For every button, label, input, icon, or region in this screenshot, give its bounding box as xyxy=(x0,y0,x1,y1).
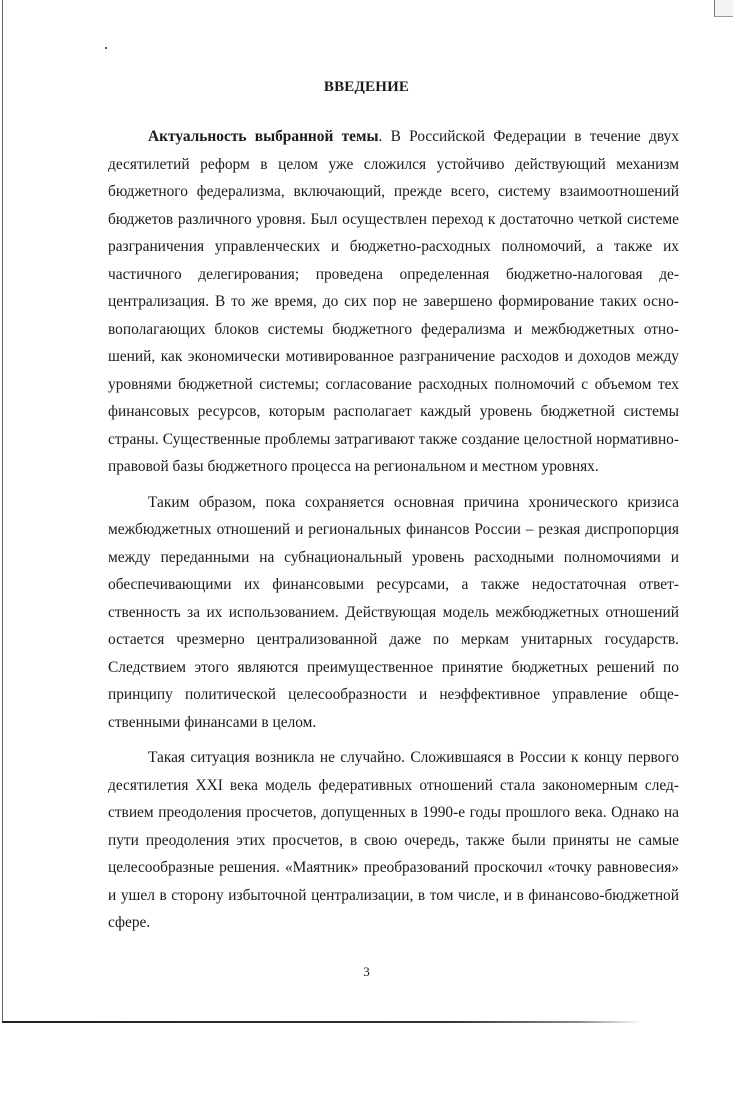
paragraph-1 xyxy=(108,123,679,481)
paragraph-2: Таким образом, пока сохраняется основная причина хронического кризиса межбюджетных отношений и региональных финансов России – резкая диспропорция между переданными на субнациональный уровень расходными полномочиями и обеспечивающими их финансовыми ресурсами, а также недостаточная ответственность за их использованием. Действующая модель межбюджетных отношений остается чрезмерно централизованной даже по меркам унитарных государств. Следствием этого являются преимущественное принятие бюджетных решений по принципу политической целесообразности и неэффективное управление общественными финансами в целом. xyxy=(108,493,679,731)
scan-left-edge xyxy=(2,0,3,1022)
scan-corner-mark xyxy=(714,0,733,17)
paragraph-3: Такая ситуация возникла не случайно. Сложившаяся в России к концу первого десятилетия XXI века модель федеративных отношений стала закономерным следствием преодоления просчетов, допущенных в 1990-е годы прошлого века. Однако на пути преодоления этих просчетов, в свою очередь, также были приняты не самые целесообразные решения. «Маятник» преобразований проскочил «точку равновесия» и ушел в сторону избыточной централизации, в том числе, и в финансово-бюджетной сфере. xyxy=(108,749,679,931)
paragraph-1-text: . В Российской Федерации в течение двух десятилетий реформ в целом уже сложился устойчиво действующий механизм бюджетного федерализма, включающий, прежде всего, систему взаимоотношений бюджетов различного уровня. Был осуществлен переход к достаточно четкой системе разграничения управленческих и бюджетно-расходных полномочий, а также их частичного делегирования; проведена определенная бюджетно-налоговая децентрализация. В то же время, до сих пор не завершено формирование таких основополагающих блоков системы бюджетного федерализма и межбюджетных отношений, как экономически мотивированное разграничение расходов и доходов между уровнями бюджетной системы; согласование расходных полномочий с объемом тех финансовых ресурсов, которым располагает каждый уровень бюджетной системы страны. Существенные проблемы затрагивают также создание целостной нормативно-правовой базы бюджетного процесса на региональном и местном уровнях. xyxy=(108,128,679,475)
page-number: 3 xyxy=(363,964,370,979)
scan-bottom-edge xyxy=(2,1021,642,1023)
page-title: ВВЕДЕНИЕ xyxy=(323,79,410,95)
scan-speck xyxy=(105,47,107,49)
paragraph-1-lead: Актуальность выбранной темы xyxy=(148,128,379,145)
body-text xyxy=(108,123,679,945)
